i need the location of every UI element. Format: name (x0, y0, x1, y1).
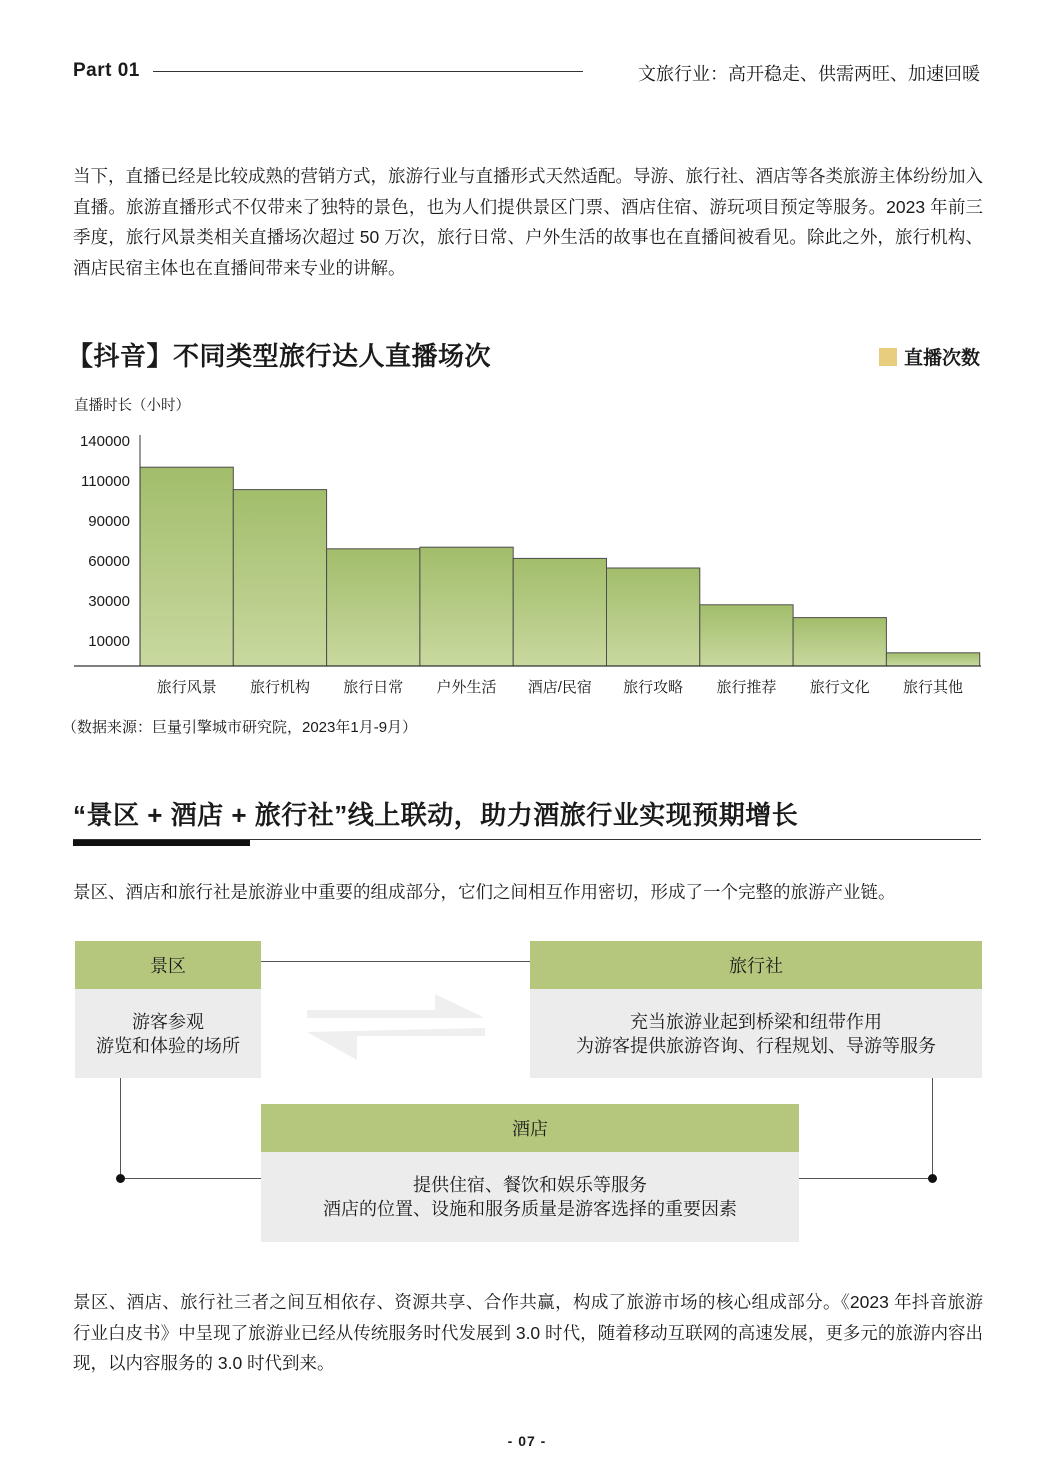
bar-chart (60, 390, 990, 705)
chart-title: 【抖音】不同类型旅行达人直播场次 (67, 341, 492, 371)
y-axis-label: 直播时长（小时） (74, 398, 190, 414)
x-tick-label: 旅行风景 (156, 679, 217, 696)
x-tick-label: 旅行推荐 (716, 679, 777, 696)
y-tick-label: 140000 (79, 433, 130, 450)
scenic-box (75, 941, 261, 1078)
y-tick-label: 60000 (88, 553, 130, 570)
bar (607, 568, 700, 666)
hotel-line-1: 提供住宿、餐饮和娱乐等服务 (413, 1175, 647, 1195)
scenic-line-1: 游客参观 (132, 1011, 204, 1032)
x-tick-label: 旅行攻略 (623, 679, 684, 696)
exchange-arrows-icon (305, 992, 487, 1062)
y-tick-label: 90000 (88, 513, 130, 530)
bar (140, 467, 233, 666)
agency-body (530, 989, 982, 1078)
header-title: 文旅行业：高开稳走、供需两旺、加速回暖 (638, 64, 980, 84)
section-paragraph: 景区、酒店和旅行社是旅游业中重要的组成部分，它们之间相互作用密切，形成了一个完整的旅游产业链。 (73, 882, 896, 902)
connector-right-horizontal (799, 1178, 932, 1179)
y-tick-label: 110000 (81, 473, 130, 490)
agency-title: 旅行社 (530, 941, 982, 989)
part-label: Part 01 (73, 60, 140, 81)
source-note: （数据来源：巨量引擎城市研究院，2023年1月-9月） (62, 719, 418, 736)
connector-right-dot (928, 1174, 937, 1183)
scenic-title: 景区 (75, 941, 261, 989)
connector-left-horizontal (120, 1178, 261, 1179)
hotel-body (261, 1152, 799, 1242)
connector-left-dot (116, 1174, 125, 1183)
agency-line-1: 充当旅游业起到桥梁和纽带作用 (630, 1011, 882, 1032)
bar (886, 653, 979, 666)
hotel-line-2: 酒店的位置、设施和服务质量是游客选择的重要因素 (323, 1199, 737, 1219)
bar (700, 605, 793, 666)
header-divider (153, 71, 583, 72)
legend-label: 直播次数 (903, 348, 980, 369)
page-number: - 07 - (507, 1433, 547, 1449)
x-tick-label: 户外生活 (436, 679, 497, 696)
bar (327, 549, 420, 666)
y-tick-label: 30000 (88, 593, 130, 610)
connector-left-vertical (120, 1077, 121, 1178)
section-heading: “景区 + 酒店 + 旅行社”线上联动，助力酒旅行业实现预期增长 (73, 800, 799, 830)
intro-paragraph: 当下，直播已经是比较成熟的营销方式，旅游行业与直播形式天然适配。导游、旅行社、酒店等各类旅游主体纷纷加入直播。旅游直播形式不仅带来了独特的景色，也为人们提供景区门票、酒店住宿、游玩项目预定等服务。2023 年前三季度，旅行风景类相关直播场次超过 50 万次，旅行日常、户外生活的故事也在直播间被看见。除此之外，旅行机构、酒店民宿主体也在直播间带来专业的讲解。 (73, 166, 983, 278)
agency-line-2: 为游客提供旅游咨询、行程规划、导游等服务 (576, 1035, 936, 1056)
legend-swatch (879, 348, 897, 366)
connector-top (261, 961, 530, 962)
scenic-line-2: 游览和体验的场所 (96, 1035, 240, 1056)
connector-right-vertical (932, 1077, 933, 1178)
y-tick-label: 10000 (88, 633, 130, 650)
bar (420, 547, 513, 666)
chart-legend (879, 343, 980, 370)
closing-paragraph: 景区、酒店、旅行社三者之间互相依存、资源共享、合作共赢，构成了旅游市场的核心组成部分。《2023 年抖音旅游行业白皮书》中呈现了旅游业已经从传统服务时代发展到 3.0 时代，随着移动互联网的高速发展，更多元的旅游内容出现，以内容服务的 3.0 时代到来。 (73, 1292, 983, 1373)
x-tick-label: 酒店/民宿 (527, 679, 592, 696)
x-tick-label: 旅行机构 (249, 679, 310, 696)
x-tick-label: 旅行日常 (343, 679, 404, 696)
section-rule-accent (73, 840, 250, 846)
scenic-body (75, 989, 261, 1078)
hotel-title: 酒店 (261, 1104, 799, 1152)
hotel-box (261, 1104, 799, 1242)
bar (793, 618, 886, 666)
agency-box (530, 941, 982, 1078)
bar (233, 490, 326, 666)
x-tick-label: 旅行文化 (809, 679, 870, 696)
x-tick-label: 旅行其他 (903, 679, 964, 696)
bar (513, 558, 606, 666)
